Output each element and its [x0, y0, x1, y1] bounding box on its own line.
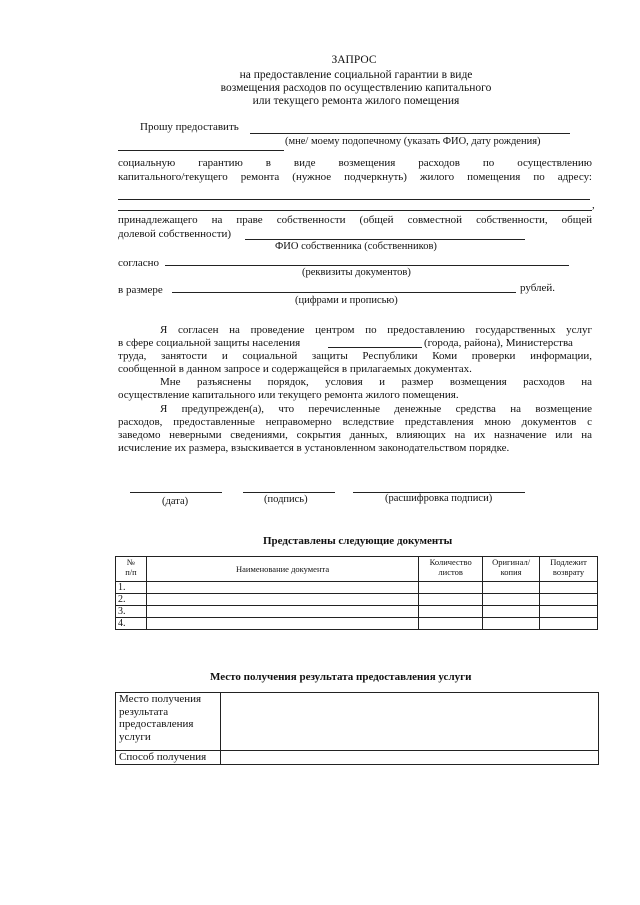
- hint-owner: ФИО собственника (собственников): [275, 241, 437, 252]
- col-return: Подлежит возврату: [540, 557, 598, 582]
- title-line-1: на предоставление социальной гарантии в виде: [239, 69, 473, 81]
- title-line-3: или текущего ремонта жилого помещения: [252, 95, 460, 107]
- result-table: [115, 692, 599, 765]
- consent-p2-line-2: осуществление капитального или текущего ремонта жилого помещения.: [118, 389, 459, 401]
- hint-fio: (мне/ моему подопечному (указать ФИО, дату рождения): [285, 136, 541, 147]
- hint-sum: (цифрами и прописью): [295, 295, 398, 306]
- doc-count-cell[interactable]: [419, 582, 483, 594]
- sum-input-line[interactable]: [172, 292, 516, 293]
- address-line-2[interactable]: [118, 210, 592, 211]
- doc-name-cell[interactable]: [146, 582, 418, 594]
- fio-input-line[interactable]: [250, 133, 570, 134]
- result-method-row: [116, 751, 599, 765]
- documents-table: [115, 556, 598, 630]
- doc-return-cell[interactable]: [540, 618, 598, 630]
- row-number: 3.: [116, 606, 147, 618]
- sign-caption: (подпись): [264, 494, 308, 505]
- date-caption: (дата): [162, 496, 189, 507]
- documents-heading: Представлены следующие документы: [263, 535, 453, 547]
- result-heading: Место получения результата предоставления услуги: [210, 671, 472, 683]
- consent-p3-line-2: расходов, предоставленные неправомерно вследствие представления мною документов с: [118, 416, 592, 428]
- consent-p1-line-3: труда, занятости и социальной защиты Республики Коми проверки информации,: [118, 350, 592, 362]
- doc-original-cell[interactable]: [483, 594, 540, 606]
- consent-p3-line-4: исчисление их размера, взыскивается в установленном законодательством порядке.: [118, 442, 510, 454]
- result-place-label: Место получения результата предоставления услуги: [116, 693, 221, 751]
- doc-count-cell[interactable]: [419, 618, 483, 630]
- col-num: № п/п: [116, 557, 147, 582]
- consent-p1-line-4: сообщенной в данном запросе и содержащейся в прилагаемых документах.: [118, 363, 472, 375]
- page-title: ЗАПРОС: [331, 54, 377, 66]
- doc-count-cell[interactable]: [419, 594, 483, 606]
- address-comma: ,: [592, 199, 595, 211]
- table-row: [116, 594, 598, 606]
- doc-original-cell[interactable]: [483, 606, 540, 618]
- owner-input-line[interactable]: [245, 239, 525, 240]
- request-text-line-1: социальную гарантию в виде возмещения расходов по осуществлению: [118, 157, 592, 169]
- col-original: Оригинал/ копия: [483, 557, 540, 582]
- city-input-line[interactable]: [328, 347, 422, 348]
- doc-original-cell[interactable]: [483, 618, 540, 630]
- sign-input-line[interactable]: [243, 492, 335, 493]
- hint-docs: (реквизиты документов): [302, 267, 411, 278]
- request-label: Прошу предоставить: [140, 121, 239, 133]
- docs-input-line[interactable]: [165, 265, 569, 266]
- result-method-value[interactable]: [220, 751, 598, 765]
- documents-table-header: [116, 557, 598, 582]
- row-number: 1.: [116, 582, 147, 594]
- row-number: 4.: [116, 618, 147, 630]
- consent-p1-line-1: Я согласен на проведение центром по предоставлению государственных услуг: [160, 324, 592, 336]
- row-number: 2.: [116, 594, 147, 606]
- table-row: [116, 606, 598, 618]
- consent-p3-line-3: заведомо неверными сведениями, сокрытия данных, влияющих на их назначение или на: [118, 429, 592, 441]
- title-line-2: возмещения расходов по осуществлению капитального: [220, 82, 492, 94]
- doc-original-cell[interactable]: [483, 582, 540, 594]
- table-row: [116, 582, 598, 594]
- owner-text-line-1: принадлежащего на праве собственности (общей совместной собственности, общей: [118, 214, 592, 226]
- result-method-label: Способ получения: [116, 751, 221, 765]
- col-count: Количество листов: [419, 557, 483, 582]
- consent-p2-line-1: Мне разъяснены порядок, условия и размер возмещения расходов на: [160, 376, 592, 388]
- owner-text-line-2: долевой собственности): [118, 228, 232, 240]
- address-line-1[interactable]: [118, 199, 590, 200]
- docs-label: согласно: [118, 257, 159, 269]
- consent-p3-line-1: Я предупрежден(а), что перечисленные денежные средства на возмещение: [160, 403, 592, 415]
- result-place-value[interactable]: [220, 693, 598, 751]
- doc-count-cell[interactable]: [419, 606, 483, 618]
- decode-caption: (расшифровка подписи): [385, 493, 493, 504]
- sum-label: в размере: [118, 284, 163, 296]
- result-place-row: [116, 693, 599, 751]
- currency-label: рублей.: [520, 282, 556, 294]
- doc-name-cell[interactable]: [146, 606, 418, 618]
- fio-continue-line[interactable]: [118, 150, 284, 151]
- col-name: Наименование документа: [146, 557, 418, 582]
- request-text-line-2: капитального/текущего ремонта (нужное подчеркнуть) жилого помещения по адресу:: [118, 171, 592, 183]
- doc-return-cell[interactable]: [540, 606, 598, 618]
- doc-name-cell[interactable]: [146, 594, 418, 606]
- date-input-line[interactable]: [130, 492, 222, 493]
- doc-return-cell[interactable]: [540, 594, 598, 606]
- consent-p1-line-2a: в сфере социальной защиты населения: [118, 337, 301, 349]
- doc-return-cell[interactable]: [540, 582, 598, 594]
- doc-name-cell[interactable]: [146, 618, 418, 630]
- consent-p1-line-2b: (города, района), Министерства: [424, 337, 573, 349]
- table-row: [116, 618, 598, 630]
